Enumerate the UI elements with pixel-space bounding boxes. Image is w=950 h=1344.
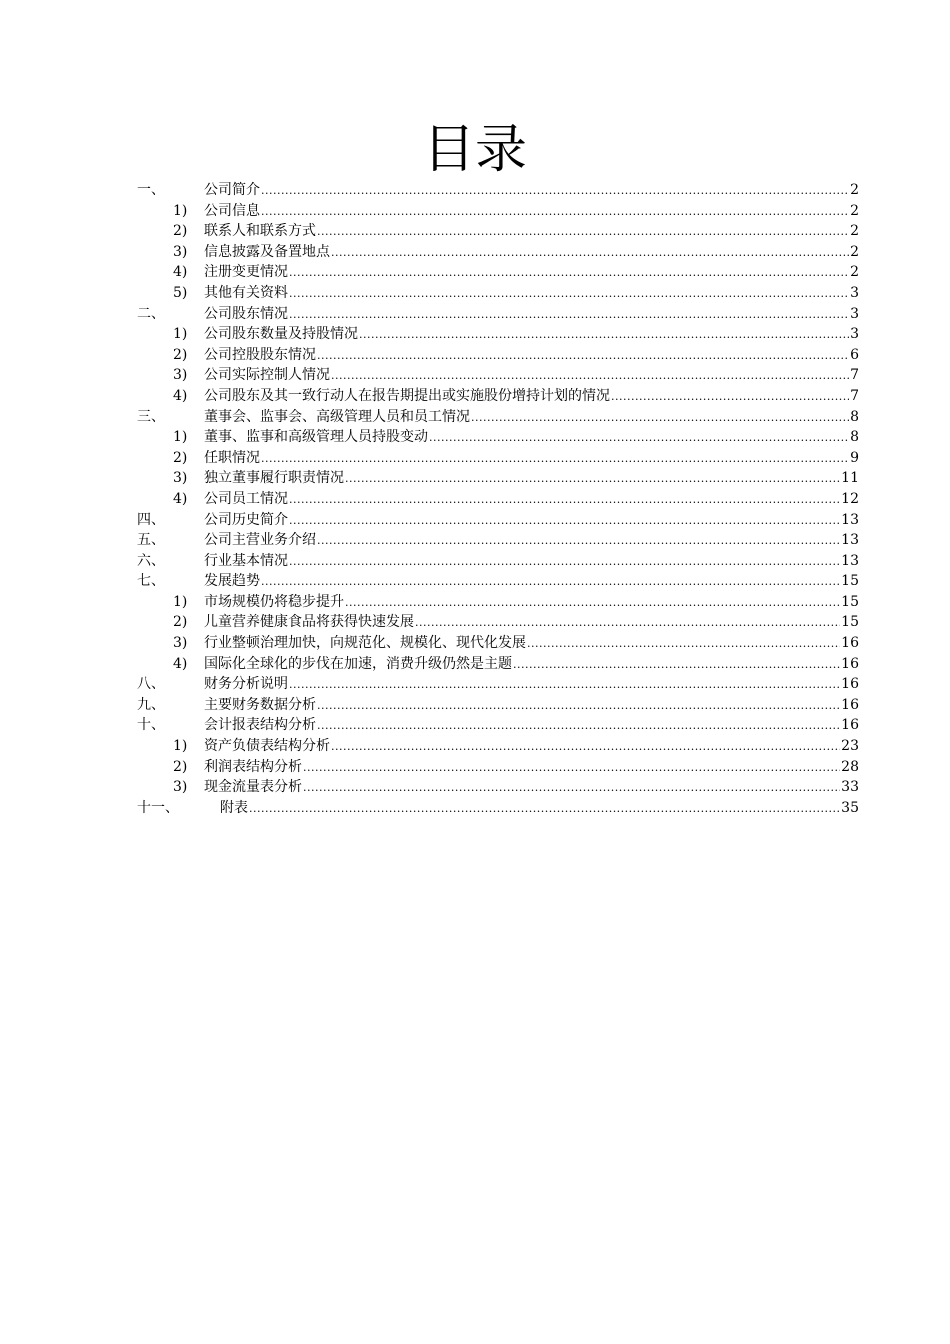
toc-leader-dots (289, 511, 840, 532)
toc-leader-dots (289, 263, 849, 284)
toc-entry-page: 33 (841, 779, 859, 796)
toc-entry-page: 23 (841, 738, 859, 755)
toc-entry-number: 四、 (137, 511, 165, 528)
toc-entry-page: 2 (850, 182, 859, 198)
toc-entry-number: 5) (173, 284, 188, 301)
toc-entry-number: 4) (173, 387, 188, 404)
toc-leader-dots (527, 634, 840, 655)
toc-leader-dots (429, 428, 849, 449)
toc-entry-page: 15 (841, 614, 859, 631)
toc-leader-dots (415, 613, 840, 634)
toc-entry-title: 公司股东及其一致行动人在报告期提出或实施股份增持计划的情况 (204, 387, 610, 404)
toc-entry[interactable] (137, 324, 859, 345)
toc-entry-number: 八、 (137, 676, 165, 693)
toc-entry[interactable] (137, 757, 859, 778)
toc-entry-number: 3) (173, 243, 188, 260)
toc-entry[interactable] (137, 715, 859, 736)
toc-entry-number: 1) (173, 429, 188, 446)
toc-leader-dots (289, 284, 849, 305)
toc-entry-title: 公司信息 (204, 202, 260, 219)
toc-entry-number: 2) (173, 223, 188, 240)
toc-entry-page: 15 (841, 573, 859, 590)
toc-leader-dots (317, 346, 849, 367)
toc-entry-title: 行业整顿治理加快，向规范化、规模化、现代化发展 (204, 635, 526, 652)
toc-entry-title: 会计报表结构分析 (204, 717, 316, 734)
toc-entry-title: 公司股东情况 (204, 305, 288, 322)
toc-entry-number: 3) (173, 779, 188, 796)
toc-leader-dots (359, 325, 849, 346)
toc-leader-dots (345, 593, 840, 614)
toc-entry-title: 行业基本情况 (204, 552, 288, 569)
toc-entry-title: 附表 (220, 799, 248, 816)
toc-entry-title: 董事会、监事会、高级管理人员和员工情况 (204, 408, 470, 425)
page-title: 目录 (422, 120, 527, 180)
toc-entry[interactable] (137, 530, 859, 551)
toc-entry[interactable] (137, 180, 859, 201)
toc-entry-title: 公司控股股东情况 (204, 346, 316, 363)
toc-entry-number: 三、 (137, 408, 165, 425)
toc-entry-title: 主要财务数据分析 (204, 696, 316, 713)
toc-leader-dots (303, 758, 840, 779)
toc-entry[interactable] (137, 798, 859, 819)
toc-leader-dots (513, 655, 840, 676)
toc-entry-page: 15 (841, 593, 859, 610)
toc-entry-number: 1) (173, 593, 188, 610)
toc-entry-page: 35 (841, 799, 859, 816)
toc-entry-page: 2 (850, 202, 859, 219)
toc-entry[interactable] (137, 386, 859, 407)
toc-entry-title: 发展趋势 (204, 573, 260, 590)
toc-entry-title: 联系人和联系方式 (204, 223, 316, 240)
toc-entry-title: 董事、监事和高级管理人员持股变动 (204, 429, 428, 446)
toc-entry[interactable] (137, 201, 859, 222)
toc-entry-title: 公司实际控制人情况 (204, 367, 330, 384)
toc-leader-dots (317, 696, 840, 717)
toc-entry[interactable] (137, 262, 859, 283)
toc-entry[interactable] (137, 304, 859, 325)
toc-leader-dots (261, 181, 849, 202)
toc-entry-title: 公司员工情况 (204, 490, 288, 507)
toc-entry-title: 市场规模仍将稳步提升 (204, 593, 344, 610)
toc-entry-number: 1) (173, 202, 188, 219)
toc-leader-dots (331, 243, 849, 264)
toc-leader-dots (249, 799, 840, 820)
toc-leader-dots (261, 202, 849, 223)
toc-leader-dots (317, 531, 840, 552)
toc-entry-number: 3) (173, 470, 188, 487)
toc-entry[interactable] (137, 736, 859, 757)
toc-entry-page: 8 (850, 429, 859, 446)
toc-entry-page: 7 (850, 387, 859, 404)
toc-entry-number: 五、 (137, 532, 165, 549)
toc-entry-number: 2) (173, 346, 188, 363)
toc-entry[interactable] (137, 468, 859, 489)
toc-entry-number: 4) (173, 264, 188, 281)
toc-leader-dots (471, 408, 849, 429)
toc-entry-page: 11 (841, 470, 859, 487)
toc-entry-page: 13 (841, 511, 859, 528)
toc-entry-number: 1) (173, 738, 188, 755)
toc-entry-title: 任职情况 (204, 449, 260, 466)
toc-leader-dots (289, 552, 840, 573)
toc-leader-dots (331, 366, 849, 387)
toc-leader-dots (289, 490, 840, 511)
toc-entry-page: 12 (841, 490, 859, 507)
toc-entry[interactable] (137, 345, 859, 366)
toc-entry[interactable] (137, 633, 859, 654)
toc-leader-dots (261, 449, 849, 470)
toc-entry-page: 16 (841, 655, 859, 672)
toc-entry[interactable] (137, 654, 859, 675)
toc-leader-dots (303, 778, 840, 799)
toc-leader-dots (331, 737, 840, 758)
toc-entry-title: 公司历史简介 (204, 511, 288, 528)
toc-entry-number: 2) (173, 449, 188, 466)
toc-entry-number: 十一、 (137, 799, 179, 816)
toc-leader-dots (261, 572, 840, 593)
toc-entry-page: 3 (850, 284, 859, 301)
toc-entry-number: 3) (173, 367, 188, 384)
toc-entry-page: 13 (841, 532, 859, 549)
toc-entry-page: 16 (841, 635, 859, 652)
toc-entry-title: 现金流量表分析 (204, 779, 302, 796)
toc-entry-title: 独立董事履行职责情况 (204, 470, 344, 487)
toc-entry[interactable] (137, 407, 859, 428)
toc-leader-dots (345, 469, 840, 490)
toc-entry-title: 其他有关资料 (204, 284, 288, 301)
toc-entry-page: 16 (841, 676, 859, 693)
toc-entry-page: 7 (850, 367, 859, 384)
toc-entry-number: 十、 (137, 717, 165, 734)
toc-entry[interactable] (137, 612, 859, 633)
toc-entry-number: 3) (173, 635, 188, 652)
toc-leader-dots (611, 387, 849, 408)
toc-entry-page: 3 (850, 305, 859, 322)
toc-entry-number: 2) (173, 614, 188, 631)
toc-entry[interactable] (137, 571, 859, 592)
toc-entry-page: 28 (841, 758, 859, 775)
toc-entry[interactable] (137, 777, 859, 798)
toc-entry-page: 8 (850, 408, 859, 425)
toc-entry-page: 3 (850, 326, 859, 343)
toc-entry-number: 1) (173, 326, 188, 343)
toc-entry-title: 公司简介 (204, 182, 260, 198)
toc-entry-page: 16 (841, 696, 859, 713)
toc-entry[interactable] (137, 510, 859, 531)
toc-entry[interactable] (137, 221, 859, 242)
toc-entry-title: 注册变更情况 (204, 264, 288, 281)
toc-entry-page: 2 (850, 223, 859, 240)
toc-entry[interactable] (137, 695, 859, 716)
toc-entry-page: 16 (841, 717, 859, 734)
toc-leader-dots (317, 222, 849, 243)
toc-entry-title: 公司主营业务介绍 (204, 532, 316, 549)
toc-entry-number: 二、 (137, 305, 165, 322)
toc-entry[interactable] (137, 242, 859, 263)
toc-entry[interactable] (137, 489, 859, 510)
toc-entry-title: 国际化全球化的步伐在加速，消费升级仍然是主题 (204, 655, 512, 672)
toc-entry[interactable] (137, 448, 859, 469)
toc-leader-dots (317, 716, 840, 737)
toc-entry-number: 九、 (137, 696, 165, 713)
toc-entry[interactable] (137, 592, 859, 613)
toc-entry-page: 2 (850, 264, 859, 281)
toc-entry[interactable] (137, 365, 859, 386)
toc-entry-number: 2) (173, 758, 188, 775)
table-of-contents (137, 180, 859, 818)
toc-entry-title: 信息披露及备置地点 (204, 243, 330, 260)
toc-entry-number: 4) (173, 655, 188, 672)
toc-entry[interactable] (137, 551, 859, 572)
toc-entry-title: 财务分析说明 (204, 676, 288, 693)
toc-leader-dots (289, 305, 849, 326)
toc-entry[interactable] (137, 283, 859, 304)
toc-entry-page: 9 (850, 449, 859, 466)
toc-entry-number: 六、 (137, 552, 165, 569)
toc-entry-title: 儿童营养健康食品将获得快速发展 (204, 614, 414, 631)
toc-entry-title: 公司股东数量及持股情况 (204, 326, 358, 343)
toc-entry-title: 资产负债表结构分析 (204, 738, 330, 755)
toc-entry-page: 13 (841, 552, 859, 569)
toc-entry-title: 利润表结构分析 (204, 758, 302, 775)
toc-entry-page: 6 (850, 346, 859, 363)
toc-entry-number: 七、 (137, 573, 165, 590)
toc-leader-dots (289, 675, 840, 696)
toc-entry-number: 一、 (137, 182, 165, 198)
toc-entry-number: 4) (173, 490, 188, 507)
toc-entry[interactable] (137, 427, 859, 448)
toc-entry[interactable] (137, 674, 859, 695)
toc-entry-page: 2 (850, 243, 859, 260)
